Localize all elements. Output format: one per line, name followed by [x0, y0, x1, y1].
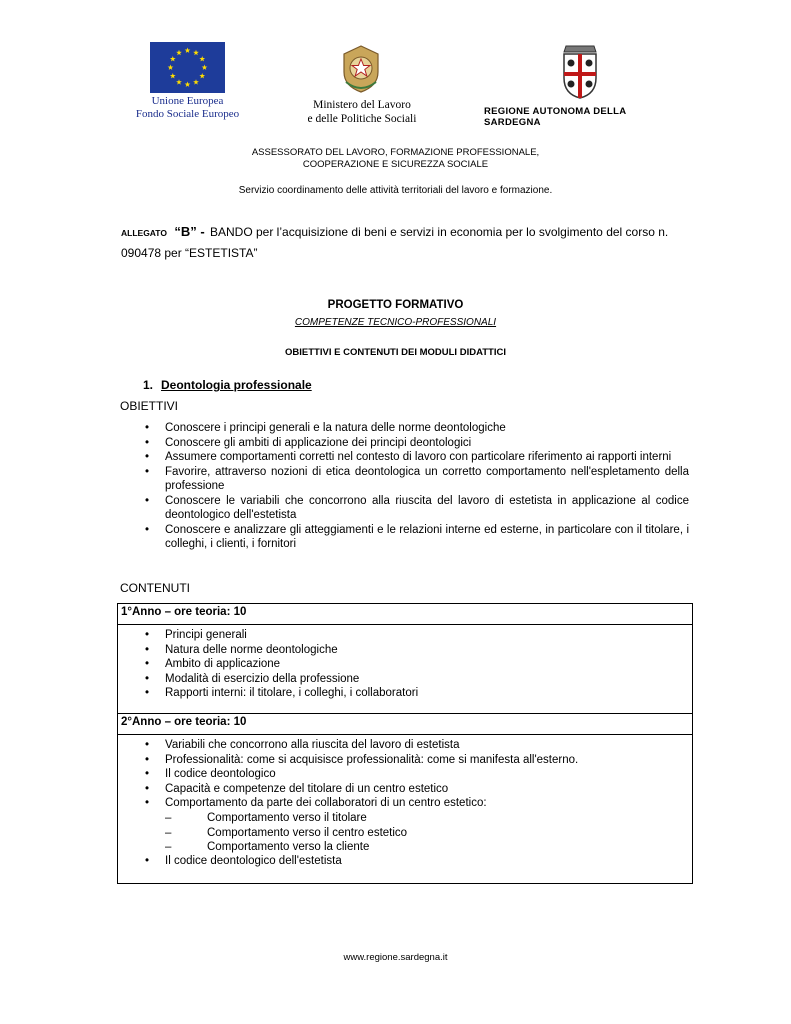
contenuti-label: CONTENUTI [120, 581, 190, 595]
ministry-caption [300, 98, 424, 126]
progetto-title: PROGETTO FORMATIVO [327, 299, 464, 311]
allegato-label: ALLEGATO [121, 228, 167, 238]
list-item: • Favorire, attraverso nozioni di etica deontologica un corretto comportamento nell'espletamento della professione [145, 465, 689, 494]
list-item: • Ambito di applicazione [145, 657, 685, 672]
eu-star-icon [193, 79, 199, 84]
list-item: • Rapporti interni: il titolare, i colleghi, i collaboratori [145, 686, 685, 701]
eu-star-icon [193, 50, 199, 55]
year1-heading: 1°Anno – ore teoria: 10 [118, 604, 692, 625]
list-item: • Conoscere e analizzare gli atteggiamenti e le relazioni interne ed esterne, in particolare con il titolare, i colleghi, i clienti, i fornitori [145, 523, 689, 552]
eu-star-icon [185, 82, 191, 87]
eu-star-icon [168, 65, 174, 70]
servizio-line: Servizio coordinamento delle attività territoriali del lavoro e formazione. [238, 185, 553, 196]
sub-list-item: – Comportamento verso la cliente [165, 840, 665, 855]
eu-star-icon [199, 73, 205, 78]
list-item: • Variabili che concorrono alla riuscita del lavoro di estetista [145, 738, 685, 753]
year1-contents [118, 625, 692, 714]
year2-contents [118, 735, 692, 883]
module-heading [143, 378, 312, 392]
eu-caption [120, 95, 255, 121]
ministry-line2: e delle Politiche Sociali [307, 113, 417, 125]
eu-star-icon [185, 48, 191, 53]
italian-republic-emblem [338, 42, 384, 94]
year2-sublist [165, 811, 665, 855]
allegato-text: BANDO per l’acquisizione di beni e servizi in economia per lo svolgimento del corso n. 090478 per “ESTETISTA” [121, 225, 669, 260]
list-item: • Capacità e competenze del titolare di un centro estetico [145, 782, 685, 797]
list-item: • Il codice deontologico dell'estetista [145, 854, 685, 869]
assessorato-line1: ASSESSORATO DEL LAVORO, FORMAZIONE PROFESSIONALE, [251, 147, 540, 158]
eu-star-icon [176, 50, 182, 55]
list-item: • Conoscere i principi generali e la natura delle norme deontologiche [145, 421, 689, 436]
eu-caption-line1: Unione Europea [151, 95, 224, 107]
module-number: 1. [143, 378, 154, 392]
allegato-letter: “B” - [174, 224, 205, 239]
obiettivi-label: OBIETTIVI [120, 399, 179, 413]
eu-star-icon [170, 73, 176, 78]
eu-caption-line2: Fondo Sociale Europeo [135, 108, 240, 120]
eu-star-icon [176, 79, 182, 84]
sub-list-item: – Comportamento verso il titolare [165, 811, 665, 826]
list-item: • Comportamento da parte dei collaboratori di un centro estetico: [145, 796, 685, 811]
sub-list-item: – Comportamento verso il centro estetico [165, 826, 665, 841]
list-item: • Conoscere gli ambiti di applicazione dei principi deontologici [145, 436, 689, 451]
eu-flag-logo [150, 42, 225, 93]
assessorato-line2: COOPERAZIONE E SICUREZZA SOCIALE [302, 159, 489, 170]
list-item: • Principi generali [145, 628, 685, 643]
list-item: • Professionalità: come si acquisisce professionalità: come si manifesta all'esterno. [145, 753, 685, 768]
ministry-line1: Ministero del Lavoro [313, 99, 411, 111]
list-item: • Natura delle norme deontologiche [145, 643, 685, 658]
list-item: • Il codice deontologico [145, 767, 685, 782]
eu-star-icon [202, 65, 208, 70]
year2-heading: 2°Anno – ore teoria: 10 [118, 714, 692, 735]
list-item: • Conoscere le variabili che concorrono alla riuscita del lavoro di estetista in applicazione al codice deontologico dell'estetista [145, 494, 689, 523]
region-name: REGIONE AUTONOMA DELLA SARDEGNA [484, 106, 627, 128]
contents-table [117, 603, 693, 884]
assessorato-heading [0, 147, 791, 171]
section-heading: OBIETTIVI E CONTENUTI DEI MODULI DIDATTICI [285, 347, 506, 358]
eu-star-icon [170, 56, 176, 61]
list-item: • Modalità di esercizio della professione [145, 672, 685, 687]
progetto-subtitle: COMPETENZE TECNICO-PROFESSIONALI [294, 317, 497, 328]
eu-star-icon [199, 56, 205, 61]
module-title: Deontologia professionale [161, 378, 312, 392]
sardegna-crest-logo [556, 42, 604, 100]
footer-url[interactable]: www.regione.sardegna.it [343, 952, 448, 963]
list-item: • Assumere comportamenti corretti nel contesto di lavoro con particolare riferimento ai rapporti interni [145, 450, 689, 465]
year2-last-list [145, 854, 685, 869]
obiettivi-list [145, 421, 689, 552]
allegato-paragraph [121, 222, 691, 263]
